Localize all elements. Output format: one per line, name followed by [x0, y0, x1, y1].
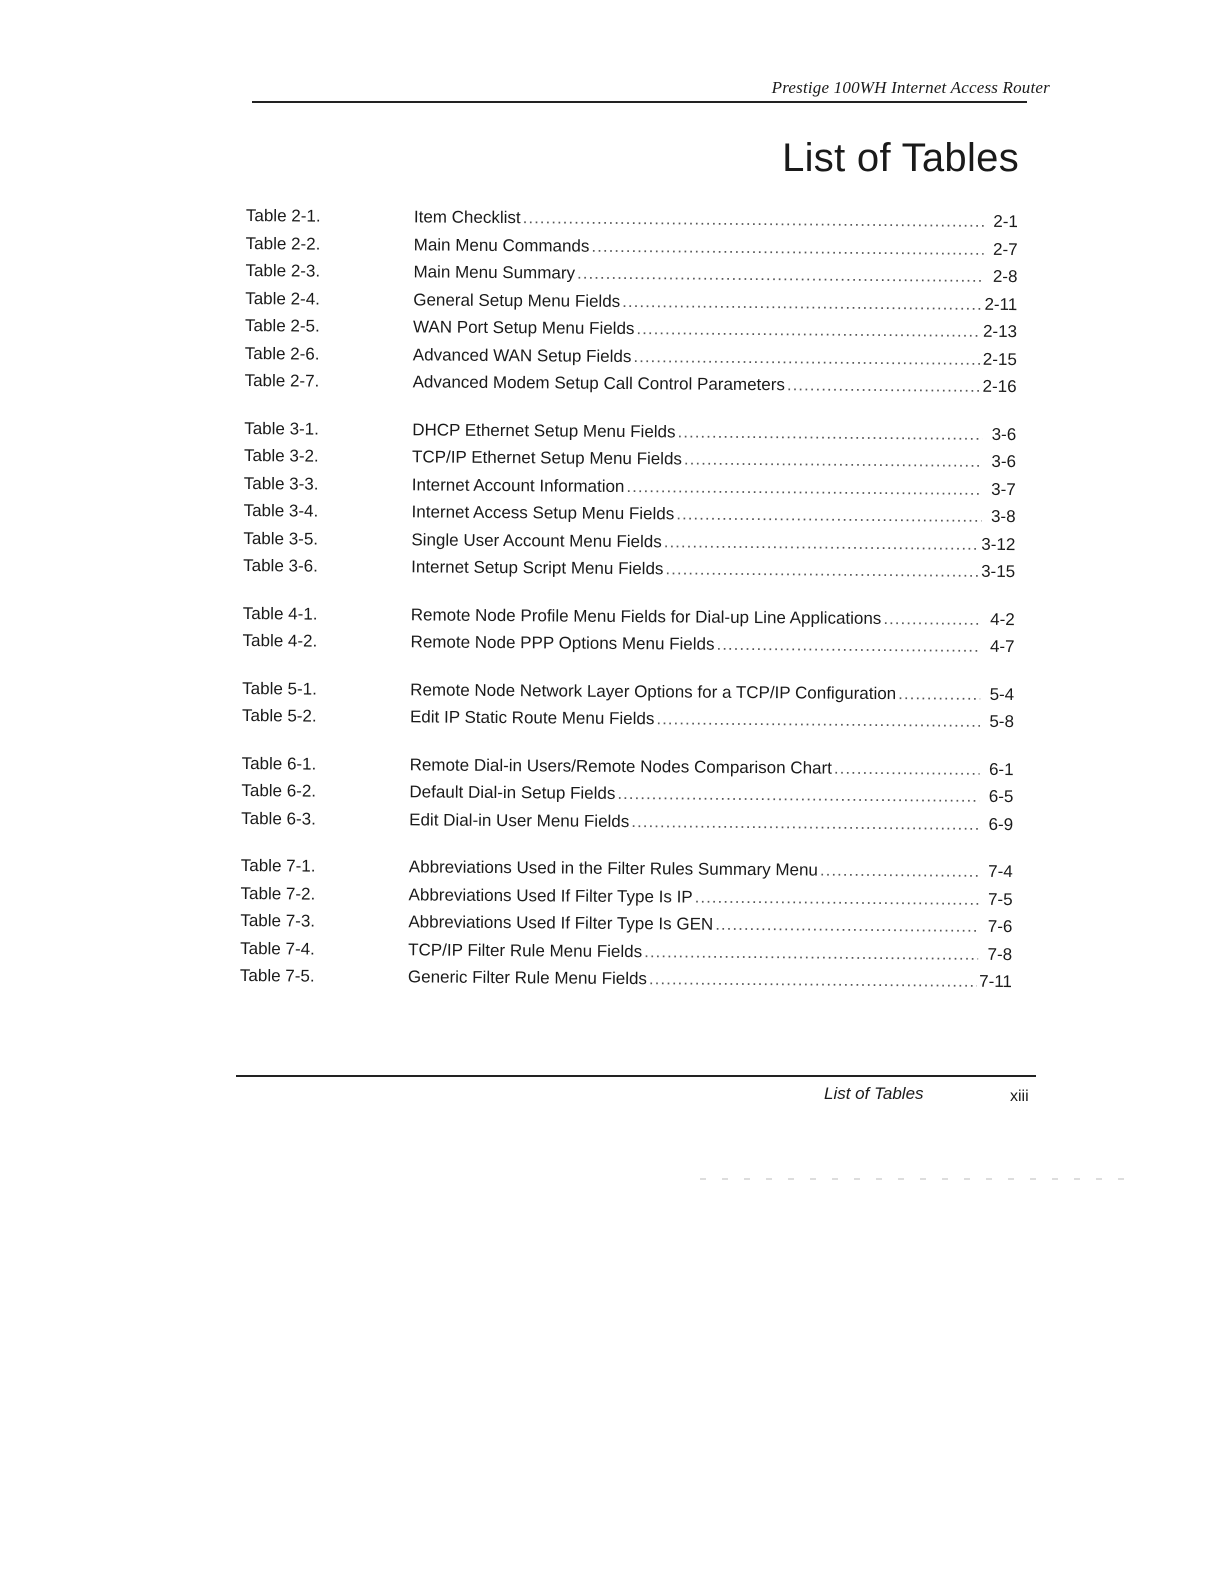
- dot-leader: [787, 375, 981, 397]
- toc-group: [241, 753, 1014, 842]
- page-reference: 2-13: [982, 321, 1018, 342]
- footer-rule: [236, 1075, 1036, 1077]
- table-number: Table 2-6.: [244, 343, 320, 364]
- table-number: Table 2-3.: [245, 260, 321, 281]
- toc-group: [244, 206, 1017, 405]
- dot-leader: [633, 347, 981, 370]
- table-number: Table 3-1.: [244, 418, 320, 439]
- table-title: Advanced WAN Setup Fields: [412, 344, 632, 366]
- table-number: Table 3-4.: [243, 500, 319, 521]
- dot-leader: [631, 812, 979, 835]
- toc-group: [243, 418, 1016, 589]
- page-reference: 3-7: [991, 479, 1016, 499]
- dot-leader: [626, 476, 982, 499]
- dot-leader: [636, 319, 981, 342]
- table-title: Remote Dial-in Users/Remote Nodes Comparison Chart: [409, 754, 833, 778]
- toc-entry[interactable]: [240, 966, 1012, 1000]
- table-title: Internet Account Information: [411, 474, 625, 496]
- table-title: Abbreviations Used If Filter Type Is GEN: [408, 912, 714, 934]
- page-reference: 3-8: [990, 506, 1016, 527]
- table-title: Default Dial-in Setup Fields: [409, 782, 616, 803]
- page-reference: 2-15: [982, 349, 1017, 369]
- dot-leader: [716, 635, 980, 657]
- dot-leader: [622, 291, 982, 314]
- page-reference: 6-9: [988, 814, 1014, 834]
- table-number: Table 7-2.: [240, 883, 316, 904]
- table-title: Remote Node Network Layer Options for a TCP/IP Configuration: [410, 679, 897, 703]
- table-title: Internet Setup Script Menu Fields: [411, 557, 664, 579]
- dot-leader: [665, 559, 979, 581]
- table-title: General Setup Menu Fields: [413, 289, 621, 311]
- dot-leader: [644, 942, 978, 965]
- table-number: Table 5-2.: [241, 705, 317, 726]
- table-title: Internet Access Setup Menu Fields: [411, 502, 675, 524]
- toc-entry[interactable]: [241, 808, 1013, 842]
- table-number: Table 7-5.: [239, 965, 315, 986]
- dot-leader: [523, 208, 984, 232]
- page-reference: 2-8: [992, 266, 1018, 287]
- table-title: WAN Port Setup Menu Fields: [412, 317, 635, 339]
- dot-leader: [664, 532, 980, 554]
- table-number: Table 2-4.: [245, 288, 321, 309]
- page-reference: 7-4: [988, 861, 1013, 882]
- table-title: Edit IP Static Route Menu Fields: [409, 707, 655, 729]
- dot-leader: [695, 887, 979, 909]
- footer-section-label: List of Tables: [824, 1084, 924, 1103]
- table-of-contents-list: [240, 206, 1018, 1020]
- table-number: Table 3-6.: [243, 555, 318, 576]
- page-reference: 7-6: [987, 916, 1013, 937]
- footer-page-number: xiii: [1010, 1088, 1029, 1105]
- toc-entry[interactable]: [243, 556, 1015, 590]
- page-reference: 3-15: [981, 561, 1016, 582]
- dot-leader: [677, 422, 982, 444]
- page-reference: 2-11: [984, 294, 1018, 314]
- page-reference: 4-7: [989, 636, 1015, 657]
- header-rule: [252, 101, 1027, 103]
- page-reference: 6-1: [988, 759, 1014, 779]
- table-title: Single User Account Menu Fields: [411, 529, 662, 551]
- page-reference: 2-16: [982, 376, 1017, 397]
- table-number: Table 2-2.: [245, 233, 321, 254]
- running-header-title: Prestige 100WH Internet Access Router: [771, 78, 1050, 97]
- table-number: Table 7-1.: [240, 855, 316, 876]
- page-reference: 5-4: [989, 684, 1015, 704]
- toc-entry[interactable]: [242, 631, 1014, 665]
- table-title: Advanced Modem Setup Call Control Parameters: [412, 372, 785, 395]
- toc-entry[interactable]: [242, 706, 1014, 740]
- dot-leader: [715, 915, 978, 937]
- table-number: Table 6-3.: [241, 808, 316, 829]
- page-reference: 2-1: [993, 211, 1018, 232]
- dot-leader: [649, 969, 977, 992]
- table-title: Edit Dial-in User Menu Fields: [409, 809, 630, 831]
- dot-leader: [656, 709, 980, 732]
- table-title: Generic Filter Rule Menu Fields: [407, 967, 648, 989]
- dot-leader: [834, 758, 980, 779]
- table-title: Remote Node Profile Menu Fields for Dial-up Line Applications: [410, 604, 882, 628]
- dot-leader: [577, 264, 984, 287]
- toc-group: [242, 603, 1014, 664]
- table-title: TCP/IP Filter Rule Menu Fields: [408, 939, 643, 961]
- toc-group: [242, 678, 1014, 739]
- table-title: DHCP Ethernet Setup Menu Fields: [412, 419, 676, 441]
- table-title: Abbreviations Used If Filter Type Is IP: [408, 884, 693, 907]
- dot-leader: [617, 784, 979, 807]
- table-title: Remote Node PPP Options Menu Fields: [410, 632, 715, 654]
- dot-leader: [684, 449, 982, 471]
- table-number: Table 5-1.: [242, 678, 317, 699]
- table-number: Table 3-2.: [243, 445, 319, 466]
- page-reference: 7-5: [987, 889, 1013, 909]
- dot-leader: [591, 236, 983, 259]
- table-number: Table 6-2.: [241, 780, 317, 801]
- table-number: Table 6-1.: [241, 753, 317, 774]
- dot-leader: [676, 504, 981, 526]
- toc-entry[interactable]: [244, 371, 1016, 405]
- page-reference: 7-11: [979, 971, 1013, 992]
- table-number: Table 7-3.: [240, 910, 316, 931]
- dot-leader: [820, 861, 979, 882]
- table-title: Main Menu Commands: [413, 234, 590, 256]
- toc-group: [240, 856, 1013, 1000]
- page-reference: 7-8: [987, 944, 1013, 964]
- table-number: Table 3-5.: [243, 528, 319, 549]
- table-title: TCP/IP Ethernet Setup Menu Fields: [411, 447, 683, 469]
- page-title: List of Tables: [782, 136, 1019, 180]
- table-number: Table 3-3.: [243, 473, 319, 494]
- page-reference: 4-2: [990, 609, 1015, 629]
- dot-leader: [883, 609, 981, 630]
- page-reference: 3-12: [981, 534, 1016, 554]
- table-number: Table 4-1.: [242, 603, 318, 624]
- table-number: Table 2-1.: [245, 206, 321, 226]
- table-number: Table 7-4.: [240, 938, 315, 959]
- dot-leader: [898, 684, 980, 705]
- table-number: Table 2-5.: [244, 315, 320, 336]
- table-number: Table 4-2.: [242, 630, 318, 651]
- table-title: Main Menu Summary: [413, 262, 576, 283]
- table-title: Abbreviations Used in the Filter Rules Summary Menu: [408, 857, 819, 880]
- page-reference: 3-6: [991, 424, 1017, 444]
- table-number: Table 2-7.: [244, 370, 320, 391]
- page-reference: 6-5: [988, 786, 1014, 807]
- page-reference: 2-7: [993, 239, 1018, 259]
- scan-artifact: [700, 1178, 1125, 1180]
- page-reference: 3-6: [991, 451, 1017, 472]
- page-reference: 5-8: [989, 711, 1015, 732]
- table-title: Item Checklist: [413, 207, 521, 228]
